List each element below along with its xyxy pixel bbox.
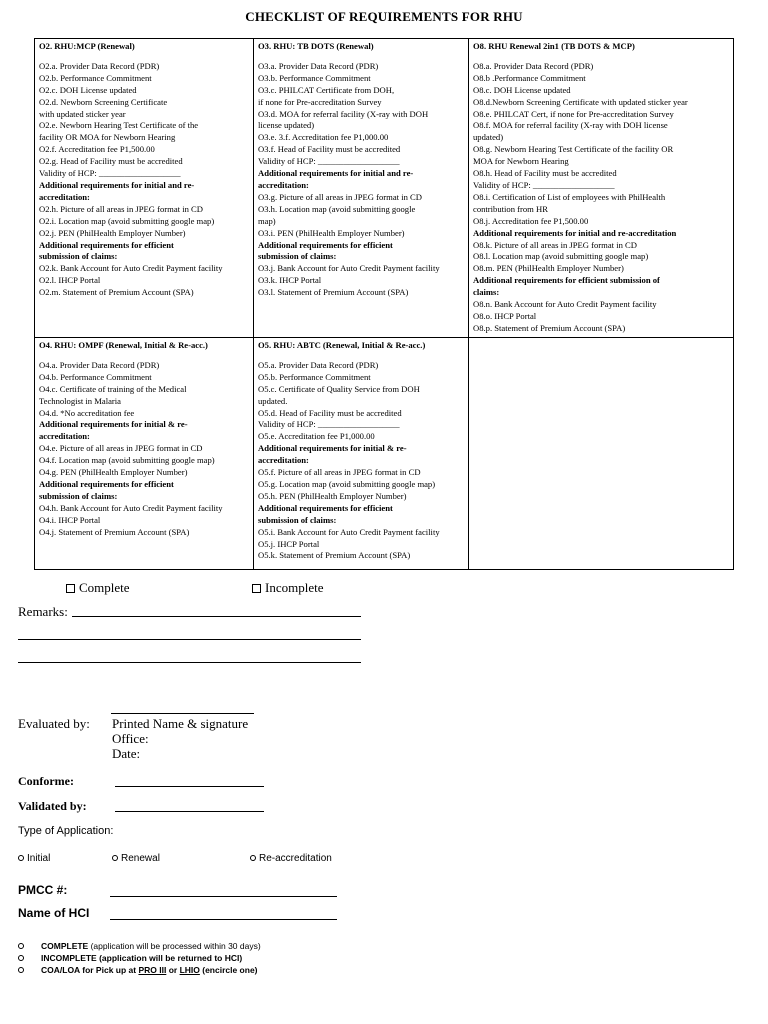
radio-circle-icon[interactable] <box>112 855 118 861</box>
requirement-item: O8.p. Statement of Premium Account (SPA) <box>473 322 626 333</box>
cell-header: O3. RHU: TB DOTS (Renewal) <box>258 41 374 51</box>
evaluator-signature-line[interactable] <box>111 713 254 714</box>
spacer <box>39 53 249 61</box>
requirement-item: O5.b. Performance Commitment <box>258 371 371 382</box>
bullet-circle-icon <box>18 967 24 973</box>
requirement-item: O3.j. Bank Account for Auto Credit Payment facility <box>258 263 440 274</box>
requirement-item: O2.c. DOH License updated <box>39 84 137 95</box>
requirement-item: O2.b. Performance Commitment <box>39 72 152 83</box>
note-pickup-tail: (encircle one) <box>199 965 258 975</box>
requirement-item: O8.d.Newborn Screening Certificate with updated sticker year <box>473 96 688 107</box>
note-complete <box>18 940 261 952</box>
note-complete-bold: COMPLETE <box>41 941 89 951</box>
type-renewal-option[interactable] <box>112 853 160 864</box>
incomplete-label: Incomplete <box>265 580 324 595</box>
requirement-item: O2.j. PEN (PhilHealth Employer Number) <box>39 227 186 238</box>
page-title: CHECKLIST OF REQUIREMENTS FOR RHU <box>245 9 523 24</box>
requirement-item: O3.b. Performance Commitment <box>258 72 371 83</box>
spacer <box>39 352 249 360</box>
hci-label: Name of HCI <box>18 906 90 920</box>
type-of-application-label: Type of Application: <box>18 825 114 837</box>
note-incomplete <box>18 952 261 964</box>
cell-o8-renewal-2in1 <box>469 39 733 338</box>
requirements-table <box>34 38 734 570</box>
requirement-item: license updated) <box>258 120 315 131</box>
requirement-item: O5.f. Picture of all areas in JPEG format in CD <box>258 467 421 478</box>
checkbox-square-icon[interactable] <box>66 584 75 593</box>
requirement-item: O8.k. Picture of all areas in JPEG format in CD <box>473 239 637 250</box>
requirement-item: O5.h. PEN (PhilHealth Employer Number) <box>258 490 407 501</box>
requirement-item: O3.c. PHILCAT Certificate from DOH, <box>258 84 395 95</box>
requirement-item: O8.a. Provider Data Record (PDR) <box>473 60 594 71</box>
requirement-item: Validity of HCP: ___________________ <box>473 179 615 190</box>
section-subheader: Additional requirements for efficient <box>39 478 174 489</box>
cell-o4-ompf <box>35 338 254 569</box>
requirement-item: Validity of HCP: ___________________ <box>258 419 400 430</box>
type-initial-label: Initial <box>27 853 51 864</box>
type-initial-option[interactable] <box>18 853 50 864</box>
requirement-item: O3.g. Picture of all areas in JPEG format in CD <box>258 191 422 202</box>
requirement-item: O3.i. PEN (PhilHealth Employer Number) <box>258 227 405 238</box>
requirement-item: O5.a. Provider Data Record (PDR) <box>258 359 379 370</box>
requirement-item: O2.a. Provider Data Record (PDR) <box>39 60 160 71</box>
section-subheader: Additional requirements for initial & re- <box>39 419 188 430</box>
cell-header: O5. RHU: ABTC (Renewal, Initial & Re-acc.) <box>258 340 426 350</box>
requirement-item: O8.b .Performance Commitment <box>473 72 586 83</box>
requirement-item: O8.o. IHCP Portal <box>473 310 537 321</box>
section-subheader: Additional requirements for efficient <box>258 502 393 513</box>
pmcc-label: PMCC #: <box>18 883 68 897</box>
requirement-item: O2.h. Picture of all areas in JPEG format in CD <box>39 203 203 214</box>
requirement-item: O8.c. DOH License updated <box>473 84 571 95</box>
requirement-item: O4.a. Provider Data Record (PDR) <box>39 359 160 370</box>
spacer <box>258 352 464 360</box>
cell-header: O8. RHU Renewal 2in1 (TB DOTS & MCP) <box>473 41 635 51</box>
section-subheader: Additional requirements for efficient submission of <box>473 275 660 286</box>
requirement-item: O2.k. Bank Account for Auto Credit Payment facility <box>39 263 223 274</box>
conforme-label: Conforme: <box>18 774 74 788</box>
requirement-item: O4.g. PEN (PhilHealth Employer Number) <box>39 467 188 478</box>
cell-o2-mcp <box>35 39 254 338</box>
requirement-item: O8.h. Head of Facility must be accredited <box>473 168 617 179</box>
note-incomplete-bold: INCOMPLETE <box>41 953 97 963</box>
requirement-item: O4.j. Statement of Premium Account (SPA) <box>39 526 190 537</box>
requirement-item: O4.d. *No accreditation fee <box>39 407 135 418</box>
requirement-item: O4.c. Certificate of training of the Medical <box>39 383 187 394</box>
requirement-item: O5.k. Statement of Premium Account (SPA) <box>258 550 411 561</box>
complete-checkbox[interactable] <box>66 580 130 596</box>
section-subheader: Additional requirements for initial and re-accreditation <box>473 227 677 238</box>
requirement-item: O8.j. Accreditation fee P1,500.00 <box>473 215 589 226</box>
remarks-line-1[interactable] <box>72 616 361 617</box>
cell-o5-abtc <box>254 338 469 569</box>
section-subheader: accreditation: <box>39 191 90 202</box>
note-pickup-or: or <box>166 965 180 975</box>
requirement-item: O2.e. Newborn Hearing Test Certificate of the <box>39 120 199 131</box>
requirement-item: O4.e. Picture of all areas in JPEG format in CD <box>39 443 203 454</box>
checkbox-square-icon[interactable] <box>252 584 261 593</box>
requirement-item: Validity of HCP: ___________________ <box>39 168 181 179</box>
requirement-item: O5.c. Certificate of Quality Service from DOH <box>258 383 420 394</box>
requirement-item: O3.e. 3.f. Accreditation fee P1,000.00 <box>258 132 389 143</box>
requirement-item: O8.n. Bank Account for Auto Credit Payment facility <box>473 299 657 310</box>
bullet-circle-icon <box>18 943 24 949</box>
type-reaccreditation-label: Re-accreditation <box>259 853 332 864</box>
requirement-item: contribution from HR <box>473 203 548 214</box>
requirement-item: O8.f. MOA for referral facility (X-ray with DOH license <box>473 120 668 131</box>
remarks-line-2[interactable] <box>18 639 361 640</box>
requirement-item: O8.g. Newborn Hearing Test Certificate of the facility OR <box>473 144 674 155</box>
radio-circle-icon[interactable] <box>250 855 256 861</box>
date-label: Date: <box>112 746 141 761</box>
requirement-item: O8.l. Location map (avoid submitting google map) <box>473 251 649 262</box>
notes-list <box>18 940 261 976</box>
hci-line[interactable] <box>110 919 337 920</box>
requirement-item: MOA for Newborn Hearing <box>473 156 569 167</box>
cell-o3-tb-dots <box>254 39 469 338</box>
requirement-item: O4.b. Performance Commitment <box>39 371 152 382</box>
section-subheader: Additional requirements for initial and re- <box>258 168 414 179</box>
section-subheader: Additional requirements for efficient <box>258 239 393 250</box>
requirement-item: O3.h. Location map (avoid submitting google <box>258 203 416 214</box>
conforme-line[interactable] <box>115 786 264 787</box>
section-subheader: Additional requirements for initial & re- <box>258 443 407 454</box>
lhio-option[interactable]: LHIO <box>179 965 200 975</box>
note-pickup <box>18 964 261 976</box>
section-subheader: Additional requirements for initial and re- <box>39 179 195 190</box>
requirement-item: O3.l. Statement of Premium Account (SPA) <box>258 287 409 298</box>
requirement-item: O3.f. Head of Facility must be accredited <box>258 144 401 155</box>
requirement-item: O5.i. Bank Account for Auto Credit Payment facility <box>258 526 440 537</box>
requirement-item: O2.g. Head of Facility must be accredited <box>39 156 183 167</box>
requirement-item: updated. <box>258 395 288 406</box>
requirement-item: if none for Pre-accreditation Survey <box>258 96 382 107</box>
spacer <box>473 53 729 61</box>
requirement-item: O8.m. PEN (PhilHealth Employer Number) <box>473 263 624 274</box>
requirement-item: O3.a. Provider Data Record (PDR) <box>258 60 379 71</box>
section-subheader: accreditation: <box>258 179 309 190</box>
section-subheader: submission of claims: <box>258 251 337 262</box>
requirement-item: Technologist in Malaria <box>39 395 121 406</box>
type-reaccreditation-option[interactable] <box>250 853 332 864</box>
requirement-item: O5.j. IHCP Portal <box>258 538 320 549</box>
incomplete-checkbox[interactable] <box>252 580 323 596</box>
section-subheader: submission of claims: <box>39 251 118 262</box>
pmcc-line[interactable] <box>110 896 337 897</box>
section-subheader: submission of claims: <box>39 490 118 501</box>
requirement-item: O2.f. Accreditation fee P1,500.00 <box>39 144 155 155</box>
printed-name-label: Printed Name & signature <box>112 716 249 731</box>
requirement-item: with updated sticker year <box>39 108 126 119</box>
section-subheader: submission of claims: <box>258 514 337 525</box>
requirement-item: O4.i. IHCP Portal <box>39 514 101 525</box>
remarks-line-3[interactable] <box>18 662 361 663</box>
requirement-item: O5.e. Accreditation fee P1,000.00 <box>258 431 375 442</box>
requirement-item: O5.g. Location map (avoid submitting google map) <box>258 478 436 489</box>
note-pickup-bold: COA/LOA for Pick up at <box>41 965 139 975</box>
requirement-item: facility OR MOA for Newborn Hearing <box>39 132 176 143</box>
requirement-item: O2.l. IHCP Portal <box>39 275 101 286</box>
remarks-label: Remarks: <box>18 604 68 619</box>
requirement-item: O5.d. Head of Facility must be accredited <box>258 407 402 418</box>
validated-by-label: Validated by: <box>18 799 87 813</box>
requirement-item: map) <box>258 215 276 226</box>
spacer <box>258 53 464 61</box>
requirement-item: O3.k. IHCP Portal <box>258 275 322 286</box>
complete-label: Complete <box>79 580 130 595</box>
note-incomplete-text: (application will be returned to HCI) <box>96 953 243 963</box>
pro-iii-option[interactable]: PRO III <box>138 965 167 975</box>
office-label: Office: <box>112 731 149 746</box>
cell-header: O4. RHU: OMPF (Renewal, Initial & Re-acc.) <box>39 340 208 350</box>
section-subheader: accreditation: <box>258 455 309 466</box>
radio-circle-icon[interactable] <box>18 855 24 861</box>
section-subheader: claims: <box>473 287 500 298</box>
evaluated-by-label: Evaluated by: <box>18 716 90 731</box>
requirement-item: O3.d. MOA for referral facility (X-ray with DOH <box>258 108 429 119</box>
type-renewal-label: Renewal <box>121 853 160 864</box>
requirement-item: O8.e. PHILCAT Cert, if none for Pre-accreditation Survey <box>473 108 674 119</box>
requirement-item: O2.i. Location map (avoid submitting google map) <box>39 215 215 226</box>
requirement-item: O4.f. Location map (avoid submitting google map) <box>39 455 215 466</box>
requirement-item: updated) <box>473 132 504 143</box>
section-subheader: accreditation: <box>39 431 90 442</box>
requirement-item: Validity of HCP: ___________________ <box>258 156 400 167</box>
cell-header: O2. RHU:MCP (Renewal) <box>39 41 135 51</box>
requirement-item: O4.h. Bank Account for Auto Credit Payment facility <box>39 502 223 513</box>
bullet-circle-icon <box>18 955 24 961</box>
section-subheader: Additional requirements for efficient <box>39 239 174 250</box>
validated-line[interactable] <box>115 811 264 812</box>
cell-empty <box>469 338 733 569</box>
note-complete-text: (application will be processed within 30 days) <box>88 941 261 951</box>
requirement-item: O2.d. Newborn Screening Certificate <box>39 96 168 107</box>
requirement-item: O8.i. Certification of List of employees with PhilHealth <box>473 191 666 202</box>
requirement-item: O2.m. Statement of Premium Account (SPA) <box>39 287 194 298</box>
